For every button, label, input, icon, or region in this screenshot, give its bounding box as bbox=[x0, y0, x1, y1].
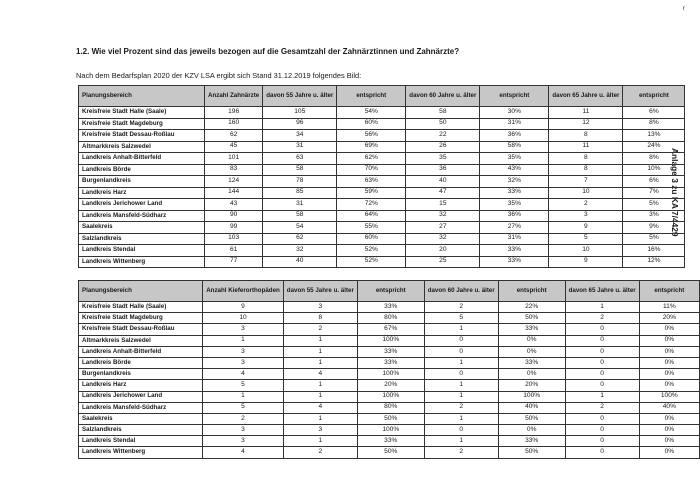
value-cell: 33% bbox=[357, 436, 424, 447]
table-row bbox=[79, 436, 700, 447]
corner-mark: r bbox=[683, 6, 685, 12]
value-cell: 20% bbox=[357, 380, 424, 391]
value-cell: 0 bbox=[565, 357, 639, 368]
table-row bbox=[79, 141, 685, 153]
region-name-cell: Landkreis Harz bbox=[79, 380, 203, 391]
value-cell: 36 bbox=[406, 164, 480, 176]
dentists-age-table bbox=[78, 85, 685, 268]
value-cell: 1 bbox=[424, 391, 498, 402]
table-row bbox=[79, 199, 685, 211]
table-row bbox=[79, 153, 685, 165]
value-cell: 35 bbox=[406, 153, 480, 165]
value-cell: 2 bbox=[549, 199, 623, 211]
region-name-cell: Landkreis Mansfeld-Südharz bbox=[79, 402, 203, 413]
value-cell: 6% bbox=[623, 176, 685, 188]
value-cell: 3 bbox=[203, 436, 284, 447]
value-cell: 83 bbox=[205, 164, 263, 176]
value-cell: 10% bbox=[623, 164, 685, 176]
value-cell: 0 bbox=[565, 335, 639, 346]
value-cell: 31 bbox=[263, 199, 337, 211]
value-cell: 1 bbox=[424, 324, 498, 335]
value-cell: 1 bbox=[424, 380, 498, 391]
value-cell: 78 bbox=[263, 176, 337, 188]
value-cell: 33% bbox=[357, 357, 424, 368]
value-cell: 36% bbox=[480, 130, 549, 142]
value-cell: 4 bbox=[203, 369, 284, 380]
value-cell: 1 bbox=[283, 413, 357, 424]
region-name-cell: Kreisfreie Stadt Dessau-Roßlau bbox=[79, 324, 203, 335]
table-row bbox=[79, 447, 700, 458]
header-row bbox=[79, 281, 700, 302]
value-cell: 33% bbox=[498, 324, 565, 335]
value-cell: 55% bbox=[337, 222, 406, 234]
value-cell: 40 bbox=[263, 256, 337, 268]
value-cell: 43% bbox=[480, 164, 549, 176]
value-cell: 3 bbox=[283, 425, 357, 436]
region-name-cell: Burgenlandkreis bbox=[79, 369, 203, 380]
value-cell: 100% bbox=[498, 391, 565, 402]
value-cell: 12 bbox=[549, 118, 623, 130]
orthodontists-age-table bbox=[78, 280, 700, 459]
value-cell: 1 bbox=[203, 391, 284, 402]
value-cell: 0% bbox=[639, 357, 699, 368]
value-cell: 43 bbox=[205, 199, 263, 211]
value-cell: 0 bbox=[565, 447, 639, 458]
value-cell: 47 bbox=[406, 187, 480, 199]
value-cell: 63 bbox=[263, 153, 337, 165]
value-cell: 105 bbox=[263, 107, 337, 119]
value-cell: 2 bbox=[424, 402, 498, 413]
value-cell: 10 bbox=[549, 245, 623, 257]
column-header: entspricht bbox=[639, 281, 699, 302]
region-name-cell: Salzlandkreis bbox=[79, 233, 205, 245]
value-cell: 2 bbox=[565, 313, 639, 324]
value-cell: 1 bbox=[283, 391, 357, 402]
value-cell: 3 bbox=[203, 425, 284, 436]
table-row bbox=[79, 413, 700, 424]
value-cell: 3 bbox=[203, 346, 284, 357]
value-cell: 160 bbox=[205, 118, 263, 130]
value-cell: 0 bbox=[565, 436, 639, 447]
value-cell: 52% bbox=[337, 245, 406, 257]
value-cell: 59% bbox=[337, 187, 406, 199]
table-row bbox=[79, 256, 685, 268]
value-cell: 0% bbox=[639, 335, 699, 346]
value-cell: 5% bbox=[623, 233, 685, 245]
table-row bbox=[79, 335, 700, 346]
table-row bbox=[79, 391, 700, 402]
table-row bbox=[79, 369, 700, 380]
value-cell: 67% bbox=[357, 324, 424, 335]
value-cell: 35% bbox=[480, 153, 549, 165]
value-cell: 0 bbox=[424, 369, 498, 380]
value-cell: 9 bbox=[549, 222, 623, 234]
value-cell: 50% bbox=[498, 413, 565, 424]
value-cell: 33% bbox=[498, 436, 565, 447]
value-cell: 33% bbox=[498, 357, 565, 368]
value-cell: 11 bbox=[549, 107, 623, 119]
value-cell: 61 bbox=[205, 245, 263, 257]
value-cell: 0% bbox=[498, 346, 565, 357]
region-name-cell: Landkreis Harz bbox=[79, 187, 205, 199]
value-cell: 50% bbox=[498, 313, 565, 324]
value-cell: 4 bbox=[203, 447, 284, 458]
value-cell: 0% bbox=[498, 425, 565, 436]
value-cell: 0% bbox=[639, 425, 699, 436]
table-row bbox=[79, 187, 685, 199]
value-cell: 33% bbox=[480, 256, 549, 268]
value-cell: 33% bbox=[480, 245, 549, 257]
value-cell: 31% bbox=[480, 118, 549, 130]
value-cell: 15 bbox=[406, 199, 480, 211]
value-cell: 4 bbox=[283, 402, 357, 413]
question-heading: 1.2. Wie viel Prozent sind das jeweils bezogen auf die Gesamtzahl der Zahnärztinnen und Zahnärzte? bbox=[76, 47, 460, 56]
value-cell: 1 bbox=[283, 357, 357, 368]
table-row bbox=[79, 107, 685, 119]
region-name-cell: Altmarkkreis Salzwedel bbox=[79, 335, 203, 346]
column-header: davon 65 Jahre u. älter bbox=[549, 86, 623, 107]
value-cell: 63% bbox=[337, 176, 406, 188]
value-cell: 80% bbox=[357, 402, 424, 413]
value-cell: 0% bbox=[639, 324, 699, 335]
value-cell: 103 bbox=[205, 233, 263, 245]
value-cell: 9 bbox=[549, 256, 623, 268]
value-cell: 0 bbox=[565, 324, 639, 335]
table-row bbox=[79, 245, 685, 257]
table-row bbox=[79, 346, 700, 357]
value-cell: 100% bbox=[357, 425, 424, 436]
table-row bbox=[79, 380, 700, 391]
value-cell: 196 bbox=[205, 107, 263, 119]
value-cell: 144 bbox=[205, 187, 263, 199]
value-cell: 50% bbox=[357, 413, 424, 424]
value-cell: 1 bbox=[203, 335, 284, 346]
intro-text: Nach dem Bedarfsplan 2020 der KZV LSA ergibt sich Stand 31.12.2019 folgendes Bild: bbox=[76, 71, 362, 80]
value-cell: 30% bbox=[480, 107, 549, 119]
value-cell: 24% bbox=[623, 141, 685, 153]
value-cell: 69% bbox=[337, 141, 406, 153]
table-row bbox=[79, 176, 685, 188]
column-header: entspricht bbox=[357, 281, 424, 302]
value-cell: 2 bbox=[283, 324, 357, 335]
value-cell: 0 bbox=[424, 335, 498, 346]
column-header: davon 60 Jahre u. älter bbox=[406, 86, 480, 107]
region-name-cell: Landkreis Wittenberg bbox=[79, 447, 203, 458]
value-cell: 0 bbox=[565, 346, 639, 357]
region-name-cell: Kreisfreie Stadt Magdeburg bbox=[79, 313, 203, 324]
value-cell: 50% bbox=[357, 447, 424, 458]
value-cell: 0% bbox=[498, 335, 565, 346]
value-cell: 72% bbox=[337, 199, 406, 211]
table-row bbox=[79, 324, 700, 335]
value-cell: 1 bbox=[424, 436, 498, 447]
value-cell: 80% bbox=[357, 313, 424, 324]
value-cell: 1 bbox=[565, 391, 639, 402]
value-cell: 45 bbox=[205, 141, 263, 153]
table-header bbox=[79, 86, 685, 107]
value-cell: 9% bbox=[623, 222, 685, 234]
value-cell: 10 bbox=[203, 313, 284, 324]
value-cell: 124 bbox=[205, 176, 263, 188]
region-name-cell: Landkreis Jerichower Land bbox=[79, 199, 205, 211]
region-name-cell: Landkreis Jerichower Land bbox=[79, 391, 203, 402]
value-cell: 5 bbox=[424, 313, 498, 324]
table-row bbox=[79, 118, 685, 130]
value-cell: 0 bbox=[424, 425, 498, 436]
value-cell: 13% bbox=[623, 130, 685, 142]
value-cell: 2 bbox=[283, 447, 357, 458]
value-cell: 70% bbox=[337, 164, 406, 176]
value-cell: 5 bbox=[203, 402, 284, 413]
value-cell: 64% bbox=[337, 210, 406, 222]
value-cell: 31% bbox=[480, 233, 549, 245]
value-cell: 58 bbox=[406, 107, 480, 119]
value-cell: 36% bbox=[480, 210, 549, 222]
value-cell: 62 bbox=[263, 233, 337, 245]
value-cell: 1 bbox=[283, 335, 357, 346]
value-cell: 56% bbox=[337, 130, 406, 142]
table-row bbox=[79, 313, 700, 324]
attachment-label: Anlage 3 zu KA 7/4429 bbox=[670, 148, 680, 237]
value-cell: 11% bbox=[639, 302, 699, 313]
value-cell: 60% bbox=[337, 118, 406, 130]
table-row bbox=[79, 402, 700, 413]
value-cell: 5% bbox=[623, 199, 685, 211]
value-cell: 50% bbox=[498, 447, 565, 458]
column-header: entspricht bbox=[480, 86, 549, 107]
table-row bbox=[79, 130, 685, 142]
value-cell: 8 bbox=[549, 164, 623, 176]
value-cell: 31 bbox=[263, 141, 337, 153]
value-cell: 22% bbox=[498, 302, 565, 313]
value-cell: 7% bbox=[623, 187, 685, 199]
value-cell: 77 bbox=[205, 256, 263, 268]
region-name-cell: Kreisfreie Stadt Halle (Saale) bbox=[79, 302, 203, 313]
value-cell: 100% bbox=[357, 335, 424, 346]
value-cell: 40 bbox=[406, 176, 480, 188]
table-row bbox=[79, 302, 700, 313]
value-cell: 60% bbox=[337, 233, 406, 245]
column-header: davon 55 Jahre u. älter bbox=[283, 281, 357, 302]
column-header: Planungsbereich bbox=[79, 86, 205, 107]
value-cell: 32 bbox=[406, 233, 480, 245]
column-header: entspricht bbox=[623, 86, 685, 107]
value-cell: 32 bbox=[406, 210, 480, 222]
region-name-cell: Kreisfreie Stadt Dessau-Roßlau bbox=[79, 130, 205, 142]
region-name-cell: Saalekreis bbox=[79, 413, 203, 424]
table-row bbox=[79, 222, 685, 234]
value-cell: 1 bbox=[283, 346, 357, 357]
region-name-cell: Salzlandkreis bbox=[79, 425, 203, 436]
region-name-cell: Saalekreis bbox=[79, 222, 205, 234]
value-cell: 32% bbox=[480, 176, 549, 188]
column-header: Anzahl Zahnärzte bbox=[205, 86, 263, 107]
value-cell: 11 bbox=[549, 141, 623, 153]
value-cell: 5 bbox=[203, 380, 284, 391]
value-cell: 8 bbox=[549, 153, 623, 165]
value-cell: 0 bbox=[424, 346, 498, 357]
value-cell: 58% bbox=[480, 141, 549, 153]
column-header: entspricht bbox=[337, 86, 406, 107]
value-cell: 3 bbox=[203, 357, 284, 368]
value-cell: 5 bbox=[549, 233, 623, 245]
region-name-cell: Landkreis Anhalt-Bitterfeld bbox=[79, 346, 203, 357]
value-cell: 58 bbox=[263, 210, 337, 222]
value-cell: 16% bbox=[623, 245, 685, 257]
value-cell: 1 bbox=[283, 380, 357, 391]
region-name-cell: Landkreis Stendal bbox=[79, 436, 203, 447]
value-cell: 20% bbox=[639, 313, 699, 324]
value-cell: 54 bbox=[263, 222, 337, 234]
region-name-cell: Landkreis Anhalt-Bitterfeld bbox=[79, 153, 205, 165]
region-name-cell: Landkreis Börde bbox=[79, 357, 203, 368]
value-cell: 4 bbox=[283, 369, 357, 380]
column-header: davon 60 Jahre u. älter bbox=[424, 281, 498, 302]
value-cell: 58 bbox=[263, 164, 337, 176]
value-cell: 0 bbox=[565, 413, 639, 424]
value-cell: 0% bbox=[639, 413, 699, 424]
value-cell: 20% bbox=[498, 380, 565, 391]
value-cell: 0 bbox=[565, 425, 639, 436]
table-row bbox=[79, 210, 685, 222]
value-cell: 27% bbox=[480, 222, 549, 234]
value-cell: 2 bbox=[424, 302, 498, 313]
value-cell: 0% bbox=[639, 447, 699, 458]
value-cell: 34 bbox=[263, 130, 337, 142]
column-header: entspricht bbox=[498, 281, 565, 302]
table-row bbox=[79, 425, 700, 436]
column-header: Planungsbereich bbox=[79, 281, 203, 302]
region-name-cell: Landkreis Mansfeld-Südharz bbox=[79, 210, 205, 222]
value-cell: 54% bbox=[337, 107, 406, 119]
value-cell: 2 bbox=[424, 447, 498, 458]
column-header: Anzahl Kieferorthopäden bbox=[203, 281, 284, 302]
value-cell: 1 bbox=[424, 413, 498, 424]
region-name-cell: Altmarkkreis Salzwedel bbox=[79, 141, 205, 153]
value-cell: 0% bbox=[498, 369, 565, 380]
column-header: davon 55 Jahre u. älter bbox=[263, 86, 337, 107]
table-header bbox=[79, 281, 700, 302]
value-cell: 101 bbox=[205, 153, 263, 165]
table-body bbox=[79, 302, 700, 459]
table-row bbox=[79, 164, 685, 176]
value-cell: 96 bbox=[263, 118, 337, 130]
value-cell: 0% bbox=[639, 346, 699, 357]
region-name-cell: Kreisfreie Stadt Halle (Saale) bbox=[79, 107, 205, 119]
region-name-cell: Landkreis Wittenberg bbox=[79, 256, 205, 268]
value-cell: 9 bbox=[203, 302, 284, 313]
value-cell: 8 bbox=[283, 313, 357, 324]
value-cell: 0% bbox=[639, 380, 699, 391]
value-cell: 62% bbox=[337, 153, 406, 165]
value-cell: 1 bbox=[424, 357, 498, 368]
value-cell: 40% bbox=[639, 402, 699, 413]
value-cell: 7 bbox=[549, 176, 623, 188]
value-cell: 40% bbox=[498, 402, 565, 413]
value-cell: 25 bbox=[406, 256, 480, 268]
value-cell: 35% bbox=[480, 199, 549, 211]
value-cell: 10 bbox=[549, 187, 623, 199]
value-cell: 100% bbox=[357, 369, 424, 380]
value-cell: 6% bbox=[623, 107, 685, 119]
value-cell: 3 bbox=[203, 324, 284, 335]
value-cell: 33% bbox=[357, 346, 424, 357]
value-cell: 99 bbox=[205, 222, 263, 234]
value-cell: 3% bbox=[623, 210, 685, 222]
value-cell: 33% bbox=[480, 187, 549, 199]
value-cell: 3 bbox=[283, 302, 357, 313]
region-name-cell: Kreisfreie Stadt Magdeburg bbox=[79, 118, 205, 130]
region-name-cell: Landkreis Börde bbox=[79, 164, 205, 176]
value-cell: 52% bbox=[337, 256, 406, 268]
header-row bbox=[79, 86, 685, 107]
value-cell: 1 bbox=[565, 302, 639, 313]
region-name-cell: Burgenlandkreis bbox=[79, 176, 205, 188]
value-cell: 0% bbox=[639, 436, 699, 447]
value-cell: 100% bbox=[357, 391, 424, 402]
table-row bbox=[79, 357, 700, 368]
value-cell: 1 bbox=[283, 436, 357, 447]
value-cell: 8% bbox=[623, 118, 685, 130]
value-cell: 50 bbox=[406, 118, 480, 130]
value-cell: 85 bbox=[263, 187, 337, 199]
value-cell: 20 bbox=[406, 245, 480, 257]
region-name-cell: Landkreis Stendal bbox=[79, 245, 205, 257]
value-cell: 62 bbox=[205, 130, 263, 142]
value-cell: 3 bbox=[549, 210, 623, 222]
value-cell: 22 bbox=[406, 130, 480, 142]
value-cell: 32 bbox=[263, 245, 337, 257]
table-body bbox=[79, 107, 685, 268]
table-row bbox=[79, 233, 685, 245]
value-cell: 2 bbox=[203, 413, 284, 424]
column-header: davon 65 Jahre u. älter bbox=[565, 281, 639, 302]
value-cell: 2 bbox=[565, 402, 639, 413]
value-cell: 12% bbox=[623, 256, 685, 268]
value-cell: 100% bbox=[639, 391, 699, 402]
value-cell: 26 bbox=[406, 141, 480, 153]
value-cell: 0% bbox=[639, 369, 699, 380]
value-cell: 8% bbox=[623, 153, 685, 165]
value-cell: 33% bbox=[357, 302, 424, 313]
value-cell: 0 bbox=[565, 380, 639, 391]
value-cell: 8 bbox=[549, 130, 623, 142]
value-cell: 0 bbox=[565, 369, 639, 380]
value-cell: 90 bbox=[205, 210, 263, 222]
value-cell: 27 bbox=[406, 222, 480, 234]
